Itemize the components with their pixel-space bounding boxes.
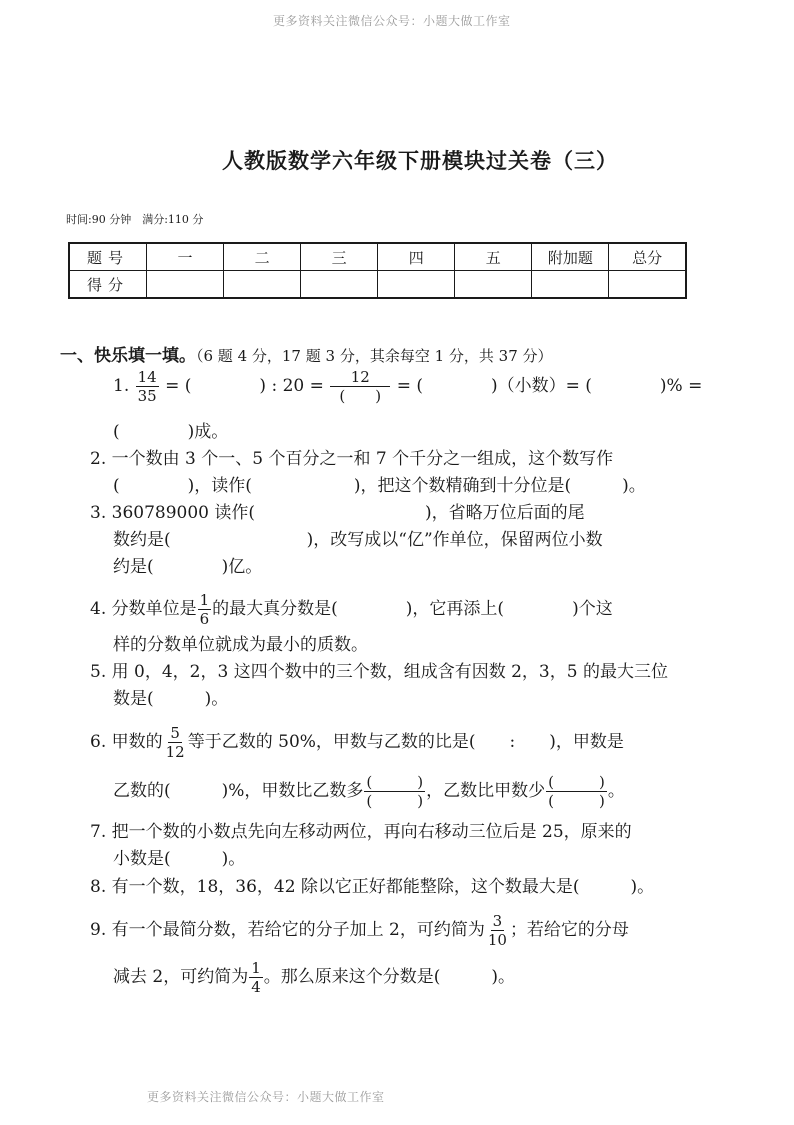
score-table-score-row [69, 271, 686, 299]
fraction-numerator: 5 [170, 724, 180, 742]
fraction [164, 725, 187, 760]
score-col-2: 二 [224, 243, 301, 271]
fraction-denominator: 4 [251, 978, 261, 996]
question-6-text: ，乙数比甲数少 [426, 781, 546, 801]
score-table-header-row [69, 243, 686, 271]
fraction-numerator: 12 [330, 369, 390, 387]
question-2-line-2: ( )，读作( )，把这个数精确到十分位是( )。 [113, 476, 646, 496]
question-3-line-2: 数约是( )，改写成以“亿”作单位，保留两位小数 [113, 530, 603, 550]
fraction-denominator: 10 [487, 931, 507, 949]
question-4-line-2: 样的分数单位就成为最小的质数。 [113, 635, 368, 655]
fraction-numerator: 1 [199, 591, 210, 609]
exam-meta: 时间:90 分钟 满分:110 分 [66, 213, 204, 226]
score-col-4: 四 [378, 243, 455, 271]
question-1-text: = ( ) : 20 = [165, 376, 324, 396]
blank-fraction[interactable] [546, 774, 607, 809]
question-6-text: 6. 甲数的 [90, 732, 163, 752]
question-6-text: 等于乙数的 50%，甲数与乙数的比是( : )，甲数是 [187, 732, 624, 752]
question-5-line-1: 5. 用 0，4，2，3 这四个数中的三个数，组成含有因数 2，3，5 的最大三位 [90, 662, 668, 682]
fraction-denominator: ( ) [366, 792, 424, 810]
question-4-line-1 [90, 592, 613, 627]
question-1-line-2: ( )成。 [113, 422, 229, 442]
watermark-top: 更多资料关注微信公众号：小题大做工作室 [273, 14, 511, 28]
fraction [198, 592, 212, 627]
question-5-line-2: 数是( )。 [113, 689, 229, 709]
question-6-text: 。 [607, 781, 625, 801]
section-1-heading [60, 341, 553, 366]
score-table [68, 242, 687, 299]
page-title: 人教版数学六年级下册模块过关卷（三） [222, 148, 618, 173]
question-7-line-1: 7. 把一个数的小数点先向左移动两位，再向右移动三位后是 25，原来的 [90, 822, 632, 842]
question-4-text: 的最大真分数是( )，它再添上( )个这 [212, 599, 613, 619]
blank-fraction[interactable] [364, 774, 425, 809]
watermark-bottom: 更多资料关注微信公众号：小题大做工作室 [147, 1090, 385, 1104]
fraction-numerator: 3 [492, 912, 503, 930]
question-2-line-1: 2. 一个数由 3 个一、5 个百分之一和 7 个千分之一组成，这个数写作 [90, 449, 614, 469]
question-1-number: 1. [113, 376, 130, 396]
question-9-text: 减去 2，可约简为 [113, 967, 249, 987]
score-table-header-label: 题号 [69, 243, 147, 271]
fraction [330, 369, 390, 404]
score-cell[interactable] [378, 271, 455, 299]
score-col-3: 三 [301, 243, 378, 271]
question-1-text: = ( )（小数）= ( )% = [396, 376, 703, 396]
score-table-row-label: 得分 [69, 271, 147, 299]
question-4-text: 4. 分数单位是 [90, 599, 197, 619]
question-9-line-1 [90, 913, 629, 948]
section-1-title: 一、快乐填一填。 [60, 346, 196, 366]
fraction-numerator: 1 [251, 959, 261, 977]
question-3-line-1: 3. 360789000 读作( )，省略万位后面的尾 [90, 503, 585, 523]
fraction-denominator: ( ) [339, 387, 382, 405]
score-cell[interactable] [609, 271, 686, 299]
question-6-text: 乙数的( )%，甲数比乙数多 [113, 781, 364, 801]
question-9-text: 。那么原来这个分数是( )。 [263, 967, 516, 987]
score-col-5: 五 [455, 243, 532, 271]
fraction [136, 369, 159, 404]
fraction-numerator: 14 [137, 368, 157, 386]
question-8-line-1: 8. 有一个数，18，36，42 除以它正好都能整除，这个数最大是( )。 [90, 877, 655, 897]
score-cell[interactable] [455, 271, 532, 299]
fraction-denominator: 6 [199, 610, 210, 628]
question-6-line-1 [90, 725, 624, 760]
score-col-total: 总分 [609, 243, 686, 271]
score-cell[interactable] [301, 271, 378, 299]
section-1-note: （6 题 4 分，17 题 3 分，其余每空 1 分，共 37 分） [196, 347, 553, 365]
fraction-denominator: ( ) [548, 792, 605, 810]
score-cell[interactable] [532, 271, 609, 299]
fraction-denominator: 35 [137, 387, 157, 405]
question-9-line-2 [113, 960, 515, 995]
score-cell[interactable] [147, 271, 224, 299]
question-7-line-2: 小数是( )。 [113, 849, 246, 869]
fraction-numerator: ( ) [548, 773, 605, 791]
fraction-denominator: 12 [165, 743, 185, 761]
score-col-extra: 附加题 [532, 243, 609, 271]
question-3-line-3: 约是( )亿。 [113, 557, 263, 577]
fraction [249, 960, 263, 995]
score-cell[interactable] [224, 271, 301, 299]
score-col-1: 一 [147, 243, 224, 271]
question-6-line-2 [113, 774, 625, 809]
question-9-text: ；若给它的分母 [509, 920, 629, 940]
fraction-numerator: ( ) [366, 773, 424, 791]
question-9-text: 9. 有一个最简分数，若给它的分子加上 2，可约简为 [90, 920, 485, 940]
fraction [486, 913, 509, 948]
question-1 [113, 369, 702, 404]
